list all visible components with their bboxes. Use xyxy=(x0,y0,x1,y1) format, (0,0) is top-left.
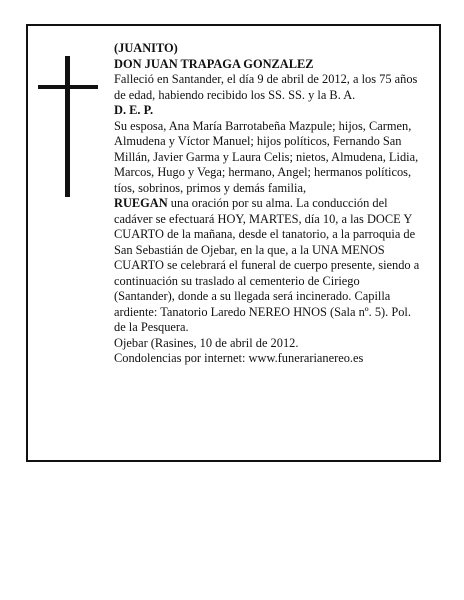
request-text: una oración por su alma. La conducción del cadáver se efectuará HOY, MARTES, día 10, a las DOCE Y CUARTO de la mañana, desde el tanatorio, a la parroquia de San Sebastián de Ojebar, en la que, a la UNA MENOS CUARTO se celebrará el funeral de cuerpo presente, siendo a continuación su traslado al cementerio de Ciriego (Santander), donde a su llegada será incinerado. Capilla ardiente: Tanatorio Laredo NEREO HNOS (Sala nº. 5). Pol. de la Pesquera. xyxy=(114,196,420,334)
ruegan-word: RUEGAN xyxy=(114,196,168,210)
family-list: Su esposa, Ana María Barrotabeña Mazpule; hijos, Carmen, Almudena y Víctor Manuel; hijos políticos, Fernando San Millán, Javier Garma y Laura Celis; nietos, Almudena, Lidia, Marcos, Hugo y Vega; hermano, Angel; hermanos políticos, tíos, sobrinos, primos y demás familia, xyxy=(114,118,419,195)
obituary-notice xyxy=(26,24,441,462)
death-statement: Falleció en Santander, el día 9 de abril de 2012, a los 75 años de edad, habiendo recibido los SS. SS. y la B. A. xyxy=(114,72,418,102)
deceased-name: DON JUAN TRAPAGA GONZALEZ xyxy=(114,56,314,71)
dep-line: D. E. P. xyxy=(114,103,154,117)
condolences-line: Condolencias por internet: www.funerarianereo.es xyxy=(114,351,364,365)
deceased-nickname: (JUANITO) xyxy=(114,41,178,55)
cross-vertical-bar xyxy=(65,56,70,197)
place-date: Ojebar (Rasines, 10 de abril de 2012. xyxy=(114,335,299,350)
cross-horizontal-bar xyxy=(38,85,98,89)
request-paragraph xyxy=(114,196,422,336)
notice-text xyxy=(114,41,422,367)
